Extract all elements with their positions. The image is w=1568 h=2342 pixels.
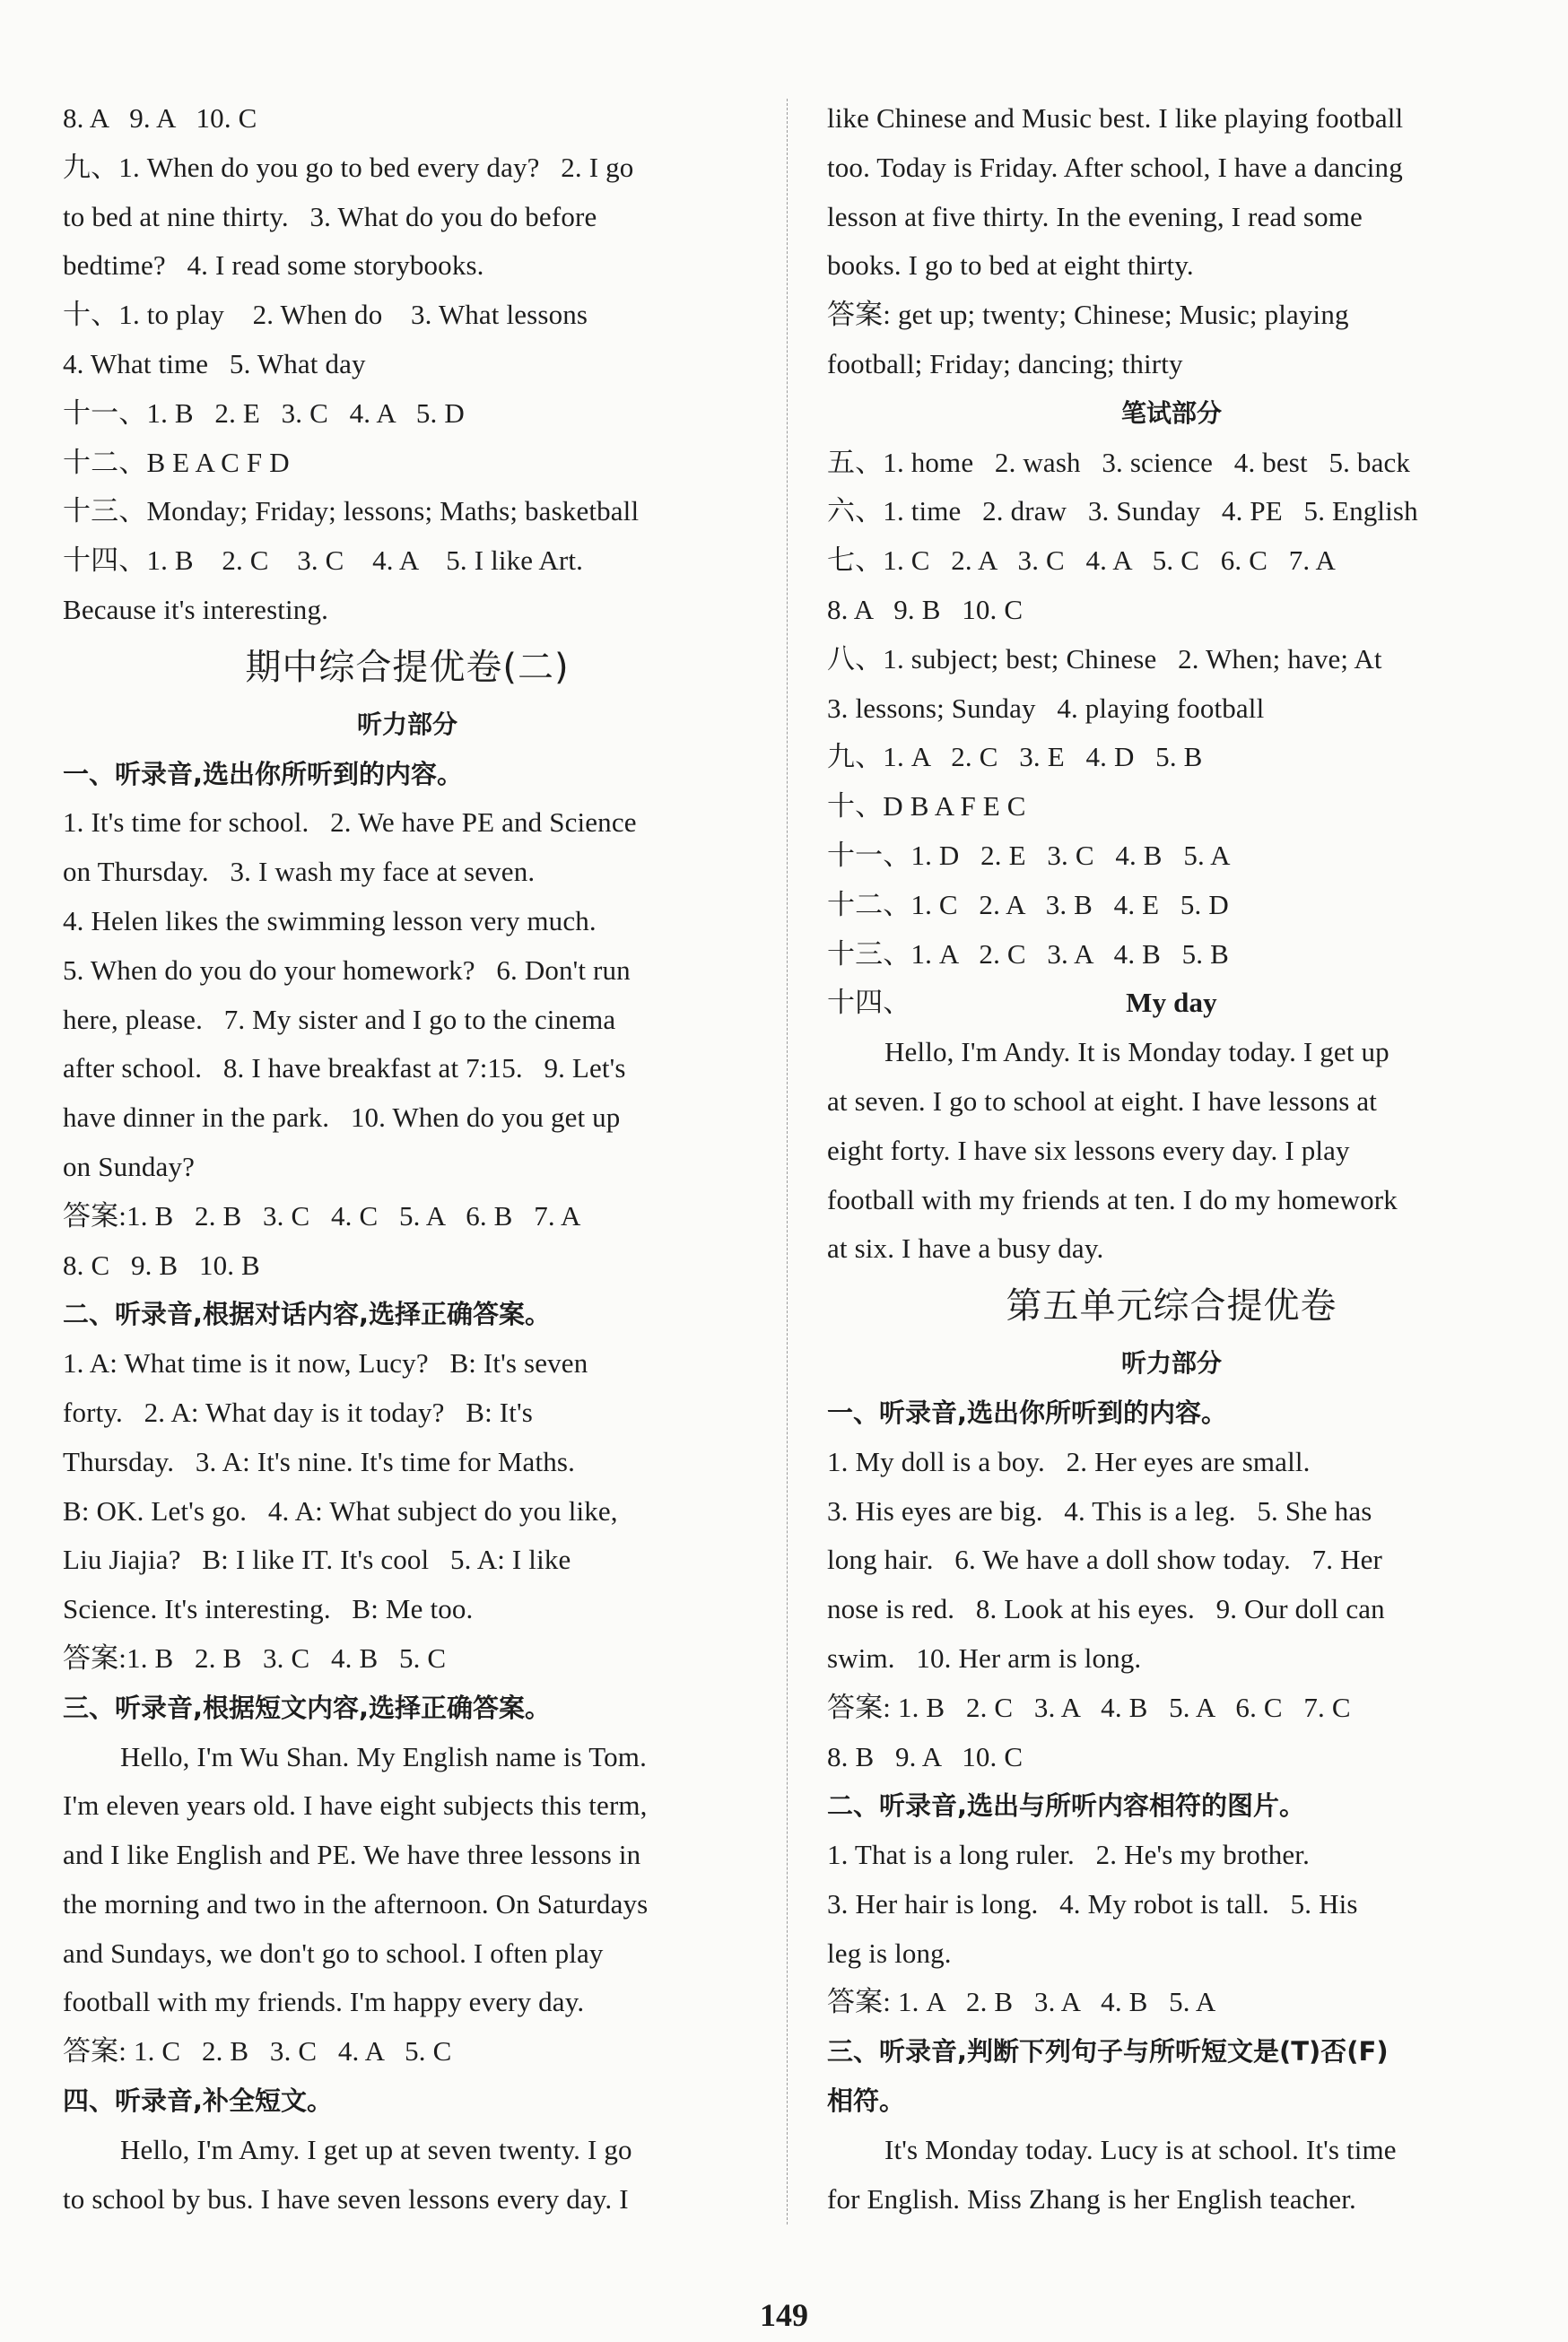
- answer-line: football with my friends. I'm happy every day.: [63, 1986, 585, 2018]
- section-title: 期中综合提优卷(二): [245, 646, 570, 688]
- answer-line: 3. lessons; Sunday 4. playing football: [827, 692, 1265, 724]
- question-instruction: 四、听录音,补全短文。: [63, 2085, 334, 2117]
- answer-line: 3. Her hair is long. 4. My robot is tall. 5. His: [827, 1887, 1358, 1920]
- answer-line: football with my friends at ten. I do my homework: [827, 1183, 1398, 1215]
- answer-line: B: OK. Let's go. 4. A: What subject do you like,: [63, 1494, 618, 1527]
- answer-line: Liu Jiajia? B: I like IT. It's cool 5. A: I like: [63, 1544, 571, 1576]
- page-number: 149: [760, 2297, 808, 2333]
- answer-line: Science. It's interesting. B: Me too.: [63, 1593, 474, 1625]
- answer-line: 七、1. C 2. A 3. C 4. A 5. C 6. C 7. A: [827, 544, 1337, 577]
- essay-number: 十四、: [827, 987, 911, 1019]
- answer-line: 1. My doll is a boy. 2. Her eyes are small.: [827, 1445, 1311, 1477]
- answer-line: 8. B 9. A 10. C: [827, 1740, 1024, 1772]
- answer-line: football; Friday; dancing; thirty: [827, 347, 1183, 379]
- essay-title: My day: [1126, 987, 1217, 1019]
- answer-line: lesson at five thirty. In the evening, I read some: [827, 200, 1363, 232]
- answer-line: Because it's interesting.: [63, 593, 329, 625]
- paragraph-line: Hello, I'm Andy. It is Monday today. I get up: [884, 1036, 1389, 1068]
- answer-line: 答案: 1. C 2. B 3. C 4. A 5. C: [63, 2035, 452, 2068]
- answer-line: 答案:1. B 2. B 3. C 4. B 5. C: [63, 1641, 447, 1674]
- section-title: 第五单元综合提优卷: [1006, 1285, 1337, 1328]
- answer-line: 十一、1. D 2. E 3. C 4. B 5. A: [827, 839, 1231, 871]
- question-instruction: 二、听录音,选出与所听内容相符的图片。: [827, 1790, 1306, 1822]
- answer-line: 答案: 1. B 2. C 3. A 4. B 5. A 6. C 7. C: [827, 1691, 1351, 1723]
- part-heading: 听力部分: [1120, 1348, 1222, 1379]
- answer-line: 十二、1. C 2. A 3. B 4. E 5. D: [827, 888, 1229, 920]
- answer-line: long hair. 6. We have a doll show today. 7. Her: [827, 1544, 1383, 1576]
- answer-line: bedtime? 4. I read some storybooks.: [63, 249, 484, 282]
- answer-line: 十四、1. B 2. C 3. C 4. A 5. I like Art.: [63, 544, 584, 577]
- question-instruction: 一、听录音,选出你所听到的内容。: [63, 758, 464, 789]
- answer-line: 十一、1. B 2. E 3. C 4. A 5. D: [63, 396, 465, 429]
- answer-line: I'm eleven years old. I have eight subjects this term,: [63, 1789, 648, 1822]
- paragraph-line: It's Monday today. Lucy is at school. It's time: [884, 2133, 1397, 2165]
- column-divider: [787, 99, 788, 2224]
- part-heading: 听力部分: [356, 709, 457, 739]
- paragraph-line: Hello, I'm Wu Shan. My English name is Tom.: [120, 1740, 647, 1772]
- answer-line: 六、1. time 2. draw 3. Sunday 4. PE 5. English: [827, 495, 1418, 527]
- answer-line: forty. 2. A: What day is it today? B: It's: [63, 1396, 533, 1428]
- answer-line: on Thursday. 3. I wash my face at seven.: [63, 856, 536, 888]
- answer-line: on Sunday?: [63, 1150, 196, 1182]
- answer-line: 1. A: What time is it now, Lucy? B: It's seven: [63, 1347, 588, 1380]
- answer-line: 答案:1. B 2. B 3. C 4. C 5. A 6. B 7. A: [63, 1199, 581, 1232]
- answer-line: 五、1. home 2. wash 3. science 4. best 5. back: [827, 446, 1411, 478]
- answer-line: to bed at nine thirty. 3. What do you do before: [63, 200, 597, 232]
- answer-line: 1. It's time for school. 2. We have PE and Science: [63, 806, 637, 839]
- answer-line: 4. Helen likes the swimming lesson very much.: [63, 904, 597, 936]
- answer-line: 8. A 9. B 10. C: [827, 593, 1024, 625]
- question-instruction: 二、听录音,根据对话内容,选择正确答案。: [63, 1299, 552, 1330]
- answer-line: like Chinese and Music best. I like playing football: [827, 102, 1404, 134]
- answer-line: Thursday. 3. A: It's nine. It's time for Maths.: [63, 1445, 575, 1477]
- answer-line: for English. Miss Zhang is her English teacher.: [827, 2182, 1356, 2215]
- answer-line: the morning and two in the afternoon. On Saturdays: [63, 1887, 649, 1920]
- answer-line: nose is red. 8. Look at his eyes. 9. Our doll can: [827, 1593, 1385, 1625]
- essay-header: [827, 979, 1516, 1028]
- answer-line: 十二、B E A C F D: [63, 446, 290, 478]
- answer-line: 5. When do you do your homework? 6. Don't run: [63, 953, 631, 986]
- answer-line: 十三、1. A 2. C 3. A 4. B 5. B: [827, 937, 1229, 970]
- answer-line: 4. What time 5. What day: [63, 347, 366, 379]
- question-instruction: 相符。: [827, 2085, 906, 2117]
- answer-line: 十三、Monday; Friday; lessons; Maths; basketball: [63, 495, 640, 527]
- answer-line: 九、1. A 2. C 3. E 4. D 5. B: [827, 741, 1203, 773]
- answer-line: books. I go to bed at eight thirty.: [827, 249, 1194, 282]
- answer-line: have dinner in the park. 10. When do you get up: [63, 1101, 621, 1134]
- answer-line: 8. A 9. A 10. C: [63, 102, 257, 134]
- part-heading: 笔试部分: [1120, 397, 1222, 428]
- answer-line: 3. His eyes are big. 4. This is a leg. 5. She has: [827, 1494, 1372, 1527]
- question-instruction: 一、听录音,选出你所听到的内容。: [827, 1397, 1228, 1428]
- answer-line: 1. That is a long ruler. 2. He's my brother.: [827, 1839, 1310, 1871]
- answer-line: 十、D B A F E C: [827, 790, 1026, 823]
- answer-line: 十、1. to play 2. When do 3. What lessons: [63, 299, 588, 331]
- answer-line: to school by bus. I have seven lessons every day. I: [63, 2182, 629, 2215]
- answer-line: leg is long.: [827, 1937, 952, 1969]
- answer-line: 答案: 1. A 2. B 3. A 4. B 5. A: [827, 1986, 1216, 2018]
- question-instruction: 三、听录音,根据短文内容,选择正确答案。: [63, 1692, 552, 1723]
- answer-line: too. Today is Friday. After school, I have a dancing: [827, 151, 1403, 183]
- paragraph-line: Hello, I'm Amy. I get up at seven twenty. I go: [120, 2133, 632, 2165]
- answer-line: at seven. I go to school at eight. I have lessons at: [827, 1084, 1378, 1117]
- answer-line: at six. I have a busy day.: [827, 1232, 1104, 1265]
- answer-line: eight forty. I have six lessons every day. I play: [827, 1134, 1350, 1166]
- answer-line: here, please. 7. My sister and I go to the cinema: [63, 1003, 616, 1035]
- answer-line: 八、1. subject; best; Chinese 2. When; have; At: [827, 642, 1382, 675]
- right-column: [827, 94, 1516, 2224]
- answer-line: after school. 8. I have breakfast at 7:15. 9. Let's: [63, 1052, 626, 1084]
- answer-line: 8. C 9. B 10. B: [63, 1249, 260, 1281]
- question-instruction: 三、听录音,判断下列句子与所听短文是(T)否(F): [827, 2036, 1389, 2068]
- answer-line: 九、1. When do you go to bed every day? 2. I go: [63, 151, 634, 183]
- answer-line: 答案: get up; twenty; Chinese; Music; playing: [827, 299, 1349, 331]
- answer-line: and Sundays, we don't go to school. I often play: [63, 1937, 604, 1969]
- answer-line: swim. 10. Her arm is long.: [827, 1641, 1142, 1674]
- answer-line: and I like English and PE. We have three lessons in: [63, 1839, 641, 1871]
- left-column: [63, 94, 752, 2224]
